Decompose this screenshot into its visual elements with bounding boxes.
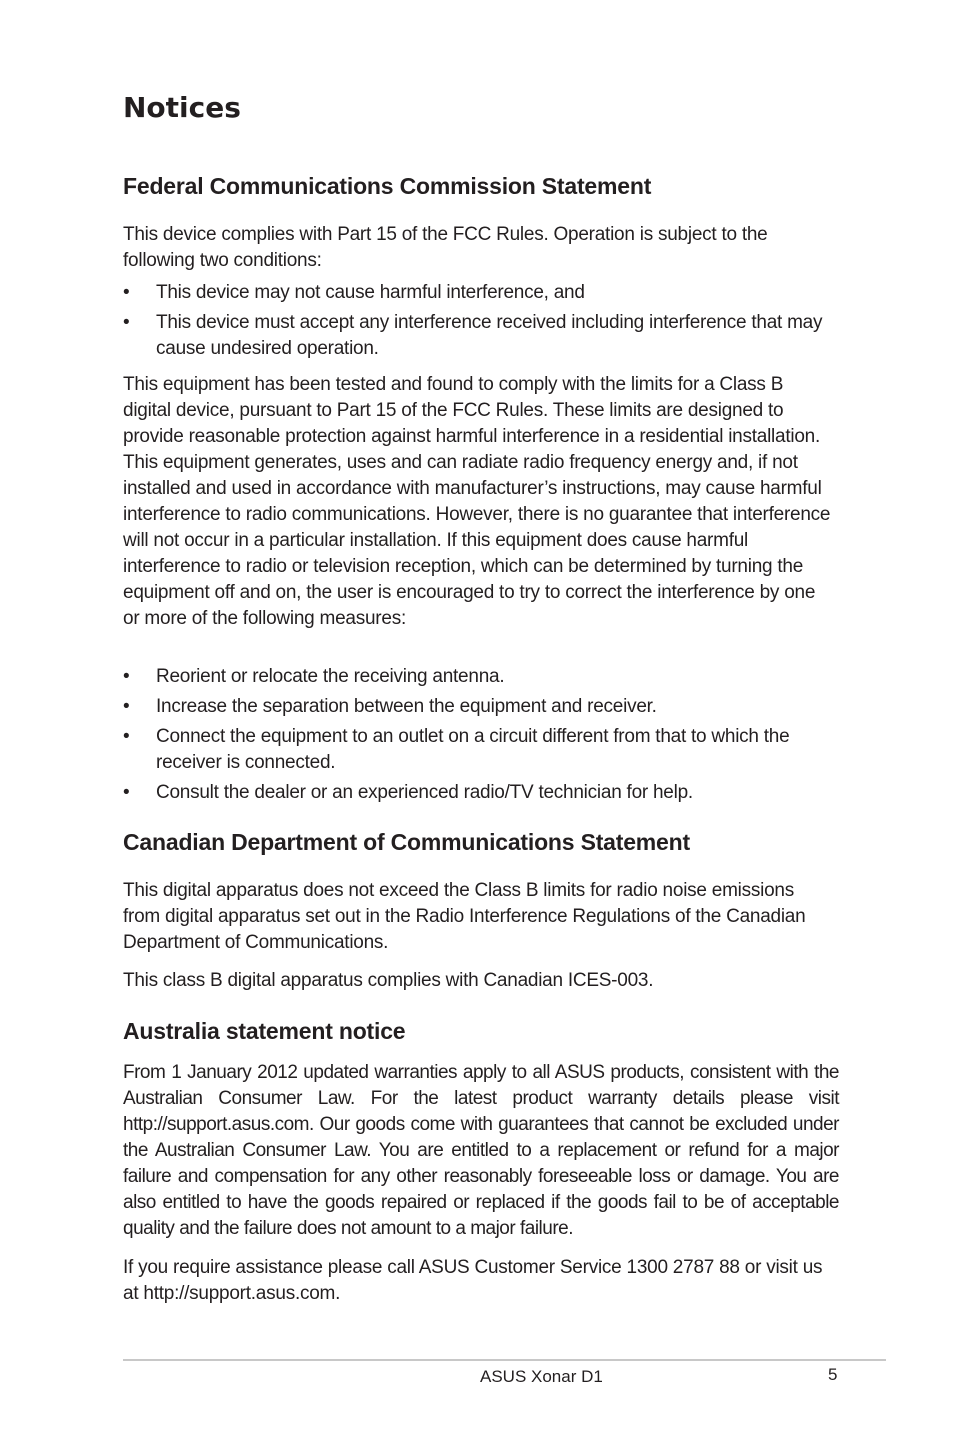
list-item-text: Reorient or relocate the receiving antenna. — [156, 666, 505, 687]
list-item-text: This device must accept any interference received including interference that may cause undesired operation. — [156, 312, 823, 359]
fcc-conditions-block — [123, 280, 839, 366]
bullet-glyph: • — [123, 312, 130, 333]
bullet-glyph: • — [123, 666, 130, 687]
canada-para2: This class B digital apparatus complies with Canadian ICES-003. — [123, 970, 654, 991]
list-item — [123, 724, 839, 776]
australia-para2-block — [123, 1255, 839, 1307]
australia-para1: From 1 January 2012 updated warranties apply to all ASUS products, consistent with the Australian Consumer Law. For the latest product warranty details please visit http://support.asus.com. Our goods come with guarantees that cannot be excluded under the Australian Consumer Law. You are entitled to a replacement or refund for a major failure and compensation for any other reasonably foreseeable loss or damage. You are also entitled to have the goods repaired or replaced if the goods fail to be of acceptable quality and the failure does not amount to a major failure. — [123, 1062, 839, 1239]
fcc-heading: Federal Communications Commission Statement — [123, 173, 652, 199]
canada-para1: This digital apparatus does not exceed the Class B limits for radio noise emissions from digital apparatus set out in the Radio Interference Regulations of the Canadian Department of Communications. — [123, 880, 806, 953]
fcc-body-block — [123, 372, 833, 632]
page-title: Notices — [123, 91, 241, 124]
bullet-glyph: • — [123, 282, 130, 303]
bullet-glyph: • — [123, 696, 130, 717]
list-item — [123, 310, 839, 362]
footer-divider — [123, 1359, 886, 1361]
footer-product-name: ASUS Xonar D1 — [480, 1367, 603, 1386]
fcc-measures-list — [123, 664, 839, 806]
list-item-text: This device may not cause harmful interference, and — [156, 282, 585, 303]
australia-para1-block — [123, 1060, 839, 1242]
list-item — [123, 664, 839, 690]
fcc-measures-block — [123, 664, 839, 810]
australia-para2: If you require assistance please call ASUS Customer Service 1300 2787 88 or visit us at http://support.asus.com. — [123, 1257, 823, 1304]
fcc-body: This equipment has been tested and found to comply with the limits for a Class B digital device, pursuant to Part 15 of the FCC Rules. These limits are designed to provide reasonable protection against harmful interference in a residential installation. This equipment generates, uses and can radiate radio frequency energy and, if not installed and used in accordance with manufacturer’s instructions, may cause harmful interference to radio communications. However, there is no guarantee that interference will not occur in a particular installation. If this equipment does cause harmful interference to radio or television reception, which can be determined by turning the equipment off and on, the user is encouraged to try to correct the interference by one or more of the following measures: — [123, 374, 831, 629]
canada-para2-block — [123, 968, 839, 994]
fcc-intro-block — [123, 222, 823, 274]
footer-page-number: 5 — [828, 1365, 838, 1384]
fcc-conditions-list — [123, 280, 839, 362]
list-item — [123, 280, 839, 306]
bullet-glyph: • — [123, 782, 130, 803]
australia-heading: Australia statement notice — [123, 1018, 406, 1044]
canada-heading: Canadian Department of Communications Statement — [123, 829, 690, 855]
list-item — [123, 694, 839, 720]
bullet-glyph: • — [123, 726, 130, 747]
fcc-intro: This device complies with Part 15 of the FCC Rules. Operation is subject to the following two conditions: — [123, 224, 768, 271]
list-item-text: Increase the separation between the equipment and receiver. — [156, 696, 657, 717]
list-item-text: Consult the dealer or an experienced radio/TV technician for help. — [156, 782, 693, 803]
list-item — [123, 780, 839, 806]
canada-para1-block — [123, 878, 835, 956]
list-item-text: Connect the equipment to an outlet on a circuit different from that to which the receiver is connected. — [156, 726, 790, 773]
